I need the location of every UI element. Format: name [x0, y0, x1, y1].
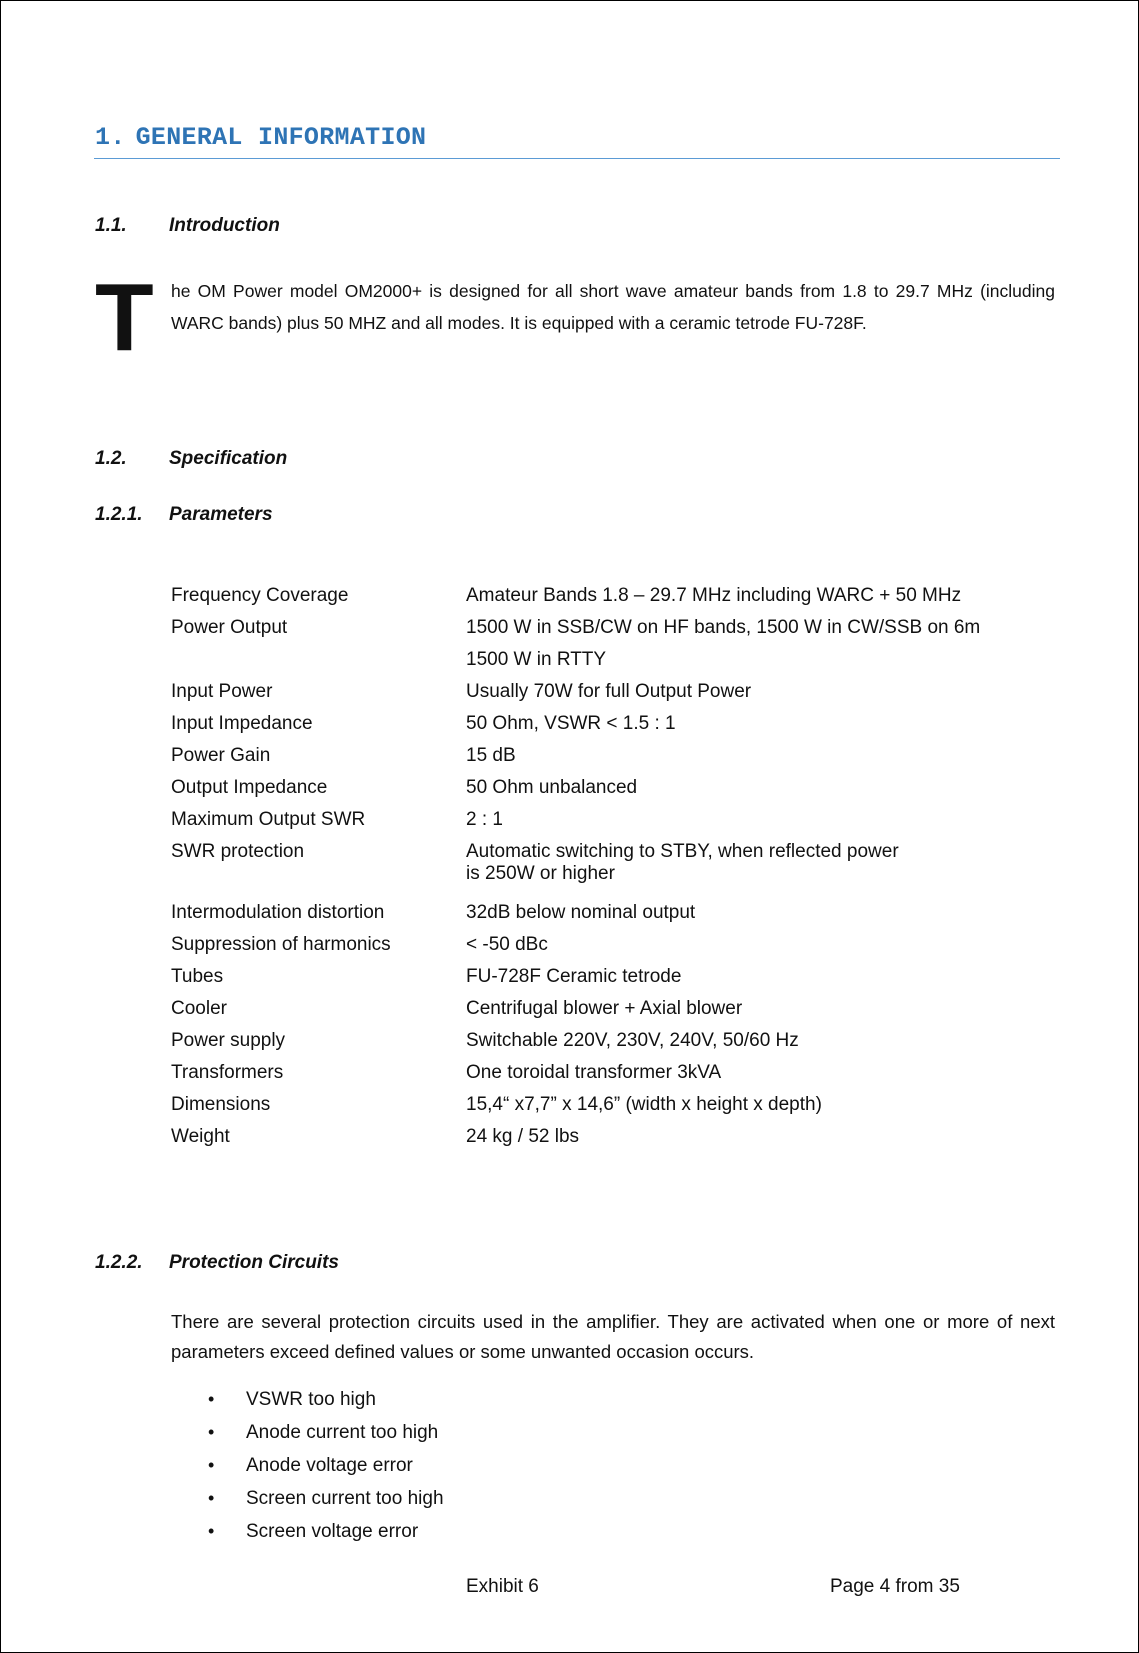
- param-key: Tubes: [171, 966, 224, 987]
- footer-page-number: Page 4 from 35: [830, 1576, 960, 1597]
- param-key: Output Impedance: [171, 777, 328, 798]
- section-protection-circuits: [95, 1252, 339, 1274]
- param-value: 50 Ohm, VSWR < 1.5 : 1: [466, 713, 676, 734]
- param-value: Centrifugal blower + Axial blower: [466, 998, 743, 1019]
- section-parameters: [95, 504, 273, 526]
- param-key: Maximum Output SWR: [171, 809, 366, 830]
- param-key: Transformers: [171, 1062, 284, 1083]
- section-number: 1.2.1.: [95, 504, 143, 525]
- param-value: Switchable 220V, 230V, 240V, 50/60 Hz: [466, 1030, 799, 1051]
- param-row: [171, 649, 1051, 681]
- param-value: FU-728F Ceramic tetrode: [466, 966, 682, 987]
- intro-paragraph: he OM Power model OM2000+ is designed for all short wave amateur bands from 1.8 to 29.7 MHz (including WARC bands) plus 50 MHZ and all modes. It is equipped with a ceramic tetrode FU-728F.: [171, 281, 1055, 333]
- param-row: [171, 902, 1051, 934]
- param-row: [171, 966, 1051, 998]
- section-number: 1.2.: [95, 448, 127, 469]
- drop-cap: T: [95, 264, 154, 371]
- list-item-text: VSWR too high: [246, 1388, 376, 1410]
- param-key: SWR protection: [171, 841, 305, 862]
- param-row: [171, 713, 1051, 745]
- section-title: Protection Circuits: [169, 1252, 339, 1273]
- param-value-line1: Automatic switching to STBY, when reflected power: [466, 841, 899, 862]
- section-specification: [95, 448, 287, 470]
- param-row: [171, 777, 1051, 809]
- param-row: [171, 585, 1051, 617]
- section-number: 1.1.: [95, 215, 127, 236]
- param-value: 15,4“ x7,7” x 14,6” (width x height x depth): [466, 1094, 822, 1115]
- param-key: Power supply: [171, 1030, 286, 1051]
- param-key: Weight: [171, 1126, 230, 1147]
- param-key: Dimensions: [171, 1094, 271, 1115]
- param-value: One toroidal transformer 3kVA: [466, 1062, 722, 1083]
- param-key: Cooler: [171, 998, 227, 1019]
- list-item: [208, 1482, 444, 1515]
- param-key: [171, 649, 466, 681]
- section-title: Parameters: [169, 504, 273, 525]
- param-value: 32dB below nominal output: [466, 902, 696, 923]
- param-row: [171, 1126, 1051, 1158]
- footer-exhibit: Exhibit 6: [466, 1576, 539, 1597]
- param-value: < -50 dBc: [466, 934, 548, 955]
- param-row: [171, 841, 1051, 902]
- param-value: 15 dB: [466, 745, 516, 766]
- param-value: 2 : 1: [466, 809, 503, 830]
- param-row: [171, 998, 1051, 1030]
- param-row: [171, 934, 1051, 966]
- section-introduction: [95, 215, 280, 237]
- param-row: [171, 809, 1051, 841]
- list-item-text: Screen current too high: [246, 1487, 444, 1509]
- protection-list: [208, 1383, 444, 1548]
- param-row: [171, 1062, 1051, 1094]
- list-item: [208, 1383, 444, 1416]
- section-title: Specification: [169, 448, 288, 469]
- chapter-title: GENERAL INFORMATION: [135, 123, 427, 152]
- protection-paragraph: There are several protection circuits used in the amplifier. They are activated when one or more of next parameters exceed defined values or some unwanted occasion occurs.: [171, 1311, 1055, 1362]
- chapter-heading: [95, 123, 426, 152]
- param-key: Suppression of harmonics: [171, 934, 391, 955]
- param-key: Power Gain: [171, 745, 271, 766]
- bullet-icon: •: [208, 1422, 215, 1442]
- list-item: [208, 1449, 444, 1482]
- list-item: [208, 1515, 444, 1548]
- param-key: Frequency Coverage: [171, 585, 349, 606]
- param-value: 1500 W in RTTY: [466, 649, 607, 670]
- section-number: 1.2.2.: [95, 1252, 143, 1273]
- param-row: [171, 617, 1051, 649]
- bullet-icon: •: [208, 1488, 215, 1508]
- chapter-number: 1.: [95, 123, 126, 152]
- param-value: 50 Ohm unbalanced: [466, 777, 638, 798]
- param-key: Intermodulation distortion: [171, 902, 385, 923]
- section-title: Introduction: [169, 215, 280, 236]
- bullet-icon: •: [208, 1521, 215, 1541]
- list-item-text: Screen voltage error: [246, 1520, 419, 1542]
- param-row: [171, 681, 1051, 713]
- param-value: 24 kg / 52 lbs: [466, 1126, 580, 1147]
- list-item-text: Anode voltage error: [246, 1454, 413, 1476]
- param-row: [171, 745, 1051, 777]
- param-value-line2: is 250W or higher: [466, 863, 615, 884]
- param-key: Input Power: [171, 681, 273, 702]
- param-value: Amateur Bands 1.8 – 29.7 MHz including WARC + 50 MHz: [466, 585, 962, 606]
- parameters-table: [171, 585, 1051, 1158]
- param-key: Power Output: [171, 617, 288, 638]
- bullet-icon: •: [208, 1389, 215, 1409]
- param-row: [171, 1030, 1051, 1062]
- list-item-text: Anode current too high: [246, 1421, 439, 1443]
- param-row: [171, 1094, 1051, 1126]
- param-value: 1500 W in SSB/CW on HF bands, 1500 W in CW/SSB on 6m: [466, 617, 981, 638]
- param-value: Usually 70W for full Output Power: [466, 681, 752, 702]
- param-value: [466, 841, 1051, 902]
- heading-rule: [94, 158, 1060, 159]
- list-item: [208, 1416, 444, 1449]
- param-key: Input Impedance: [171, 713, 313, 734]
- bullet-icon: •: [208, 1455, 215, 1475]
